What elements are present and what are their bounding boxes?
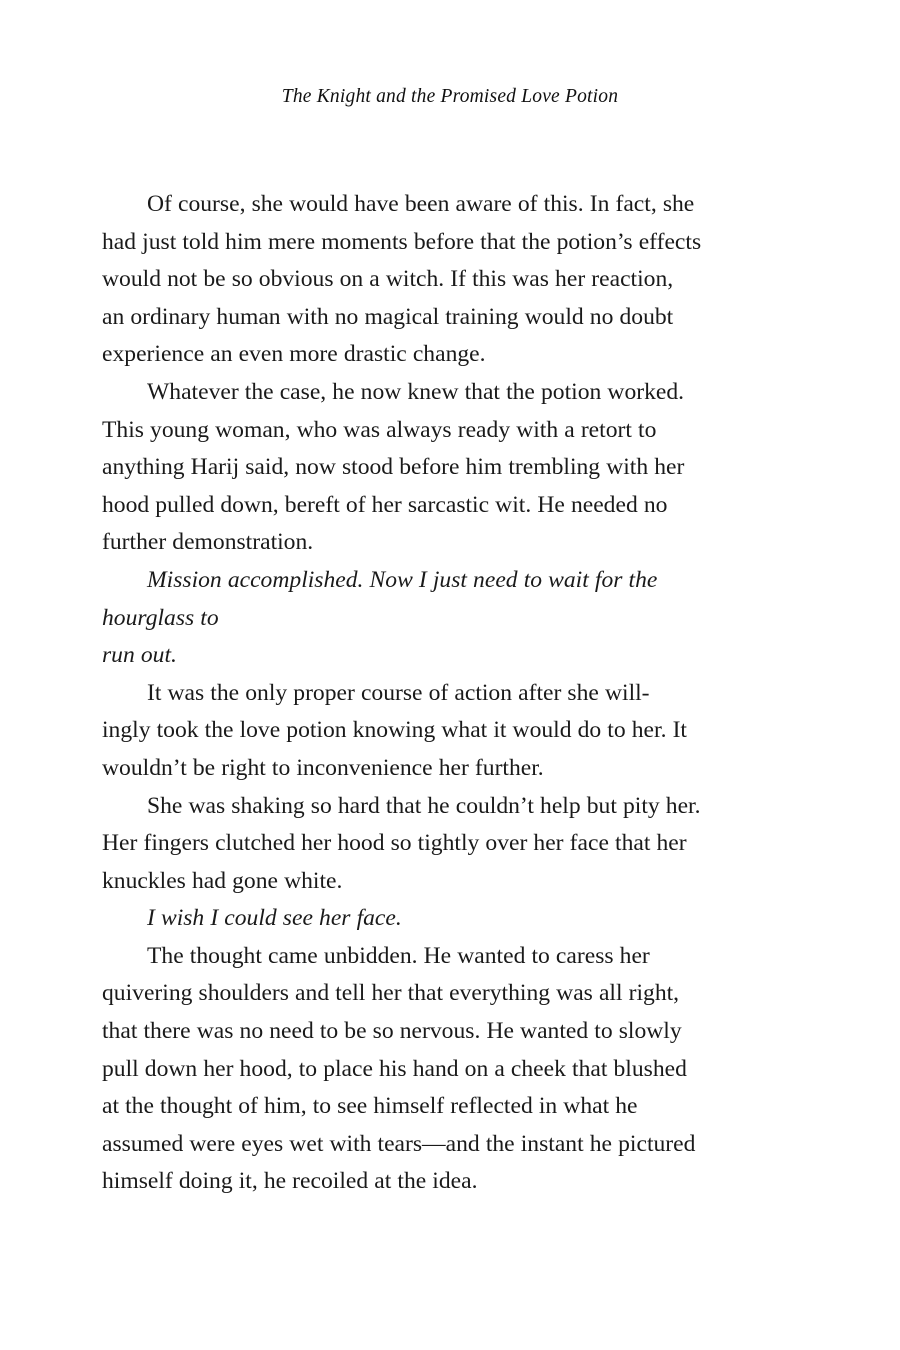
text-line: assumed were eyes wet with tears—and the instant he pictured: [102, 1130, 696, 1157]
paragraph: [102, 938, 754, 1201]
text-line: experience an even more drastic change.: [102, 341, 486, 368]
body-text-block: [102, 186, 754, 1201]
text-line: would not be so obvious on a witch. If this was her reaction,: [102, 266, 674, 293]
text-line: that there was no need to be so nervous. He wanted to slowly: [102, 1018, 682, 1045]
text-line: ingly took the love potion knowing what it would do to her. It: [102, 717, 687, 744]
text-line: further demonstration.: [102, 529, 314, 556]
text-line: run out.: [102, 642, 177, 669]
text-line: at the thought of him, to see himself reflected in what he: [102, 1093, 638, 1120]
paragraph: [102, 186, 754, 374]
text-line: It was the only proper course of action after she will-: [147, 679, 650, 706]
text-line: The thought came unbidden. He wanted to caress her: [147, 942, 650, 969]
text-line: She was shaking so hard that he couldn’t help but pity her.: [147, 792, 701, 819]
text-line: Her fingers clutched her hood so tightly over her face that her: [102, 830, 687, 857]
running-head-title: The Knight and the Promised Love Potion: [281, 86, 619, 107]
paragraph: [102, 900, 754, 938]
text-line: had just told him mere moments before that the potion’s effects: [102, 228, 702, 255]
paragraph: [102, 675, 754, 788]
text-line: an ordinary human with no magical training would no doubt: [102, 303, 674, 330]
text-line: This young woman, who was always ready with a retort to: [102, 416, 657, 443]
paragraph: [102, 562, 754, 675]
text-line: wouldn’t be right to inconvenience her further.: [102, 754, 544, 781]
text-line: himself doing it, he recoiled at the idea.: [102, 1168, 478, 1195]
paragraph: [102, 788, 754, 901]
text-line: anything Harij said, now stood before him trembling with her: [102, 454, 685, 481]
text-line: knuckles had gone white.: [102, 867, 343, 894]
text-line: pull down her hood, to place his hand on a cheek that blushed: [102, 1055, 687, 1082]
text-line: hood pulled down, bereft of her sarcastic wit. He needed no: [102, 491, 668, 518]
text-line: Whatever the case, he now knew that the potion worked.: [147, 378, 685, 405]
text-line: I wish I could see her face.: [147, 905, 402, 932]
text-line: quivering shoulders and tell her that everything was all right,: [102, 980, 680, 1007]
text-line: Mission accomplished. Now I just need to wait for the hourglass to: [102, 566, 658, 631]
text-line: Of course, she would have been aware of this. In fact, she: [147, 191, 695, 217]
paragraph: [102, 374, 754, 562]
